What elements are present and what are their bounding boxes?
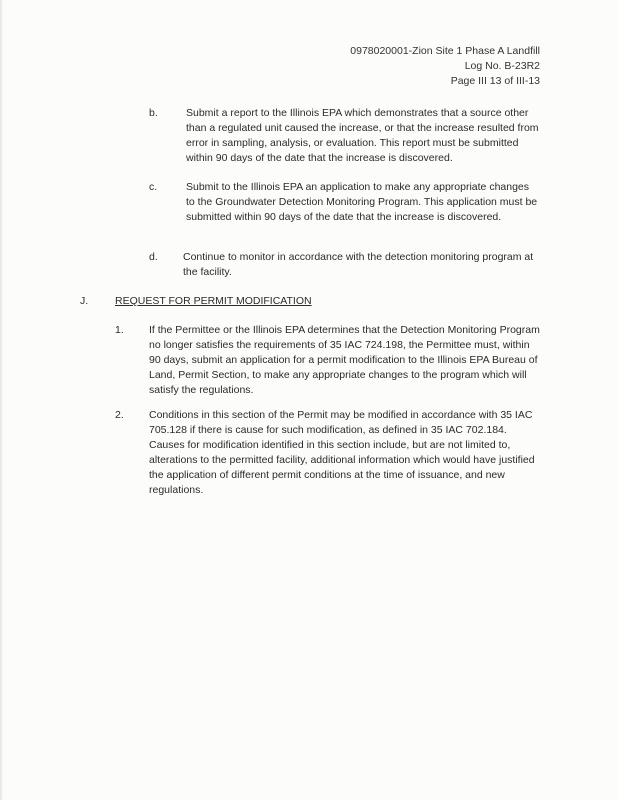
item-b-marker: b.: [149, 107, 158, 119]
item-c-text: Submit to the Illinois EPA an application to make any appropriate changes to the Groundwater Detection Monitoring Program. This application must be submitted within 90 days of the date that the increase is discovered.: [186, 181, 538, 223]
item-b-text: Submit a report to the Illinois EPA which demonstrates that a source other than a regulated unit caused the increase, or that the increase resulted from error in sampling, analysis, or evaluation. This report must be submitted within 90 days of the date that the increase is discovered.: [186, 107, 539, 164]
section-j-marker: J.: [80, 295, 89, 307]
item-c-marker: c.: [149, 181, 158, 193]
header-log-number: Log No. B-23R2: [464, 60, 540, 72]
item-d-text: Continue to monitor in accordance with the detection monitoring program at the facility.: [183, 251, 534, 278]
section-j-item-2-marker: 2.: [115, 409, 124, 421]
header-facility: 0978020001-Zion Site 1 Phase A Landfill: [350, 45, 540, 57]
page-header: [350, 44, 540, 89]
section-j-item-1-marker: 1.: [115, 324, 124, 336]
header-page-number: Page III 13 of III-13: [450, 75, 540, 87]
item-d-marker: d.: [149, 251, 158, 263]
section-j-item-2-text: Conditions in this section of the Permit may be modified in accordance with 35 IAC 705.128 if there is cause for such modification, as defined in 35 IAC 702.184. Causes for modification identified in this section include, but are not limited to, alterations to the permitted facility, additional information which would have justified the application of different permit conditions at the time of issuance, and new regulations.: [149, 409, 535, 496]
scan-edge-shadow: [0, 0, 3, 800]
section-j-item-1-text: If the Permittee or the Illinois EPA determines that the Detection Monitoring Program no longer satisfies the requirements of 35 IAC 724.198, the Permittee must, within 90 days, submit an application for a permit modification to the Illinois EPA Bureau of Land, Permit Section, to make any appropriate changes to the program which will satisfy the regulations.: [149, 324, 540, 396]
section-j-heading: REQUEST FOR PERMIT MODIFICATION: [115, 295, 312, 307]
